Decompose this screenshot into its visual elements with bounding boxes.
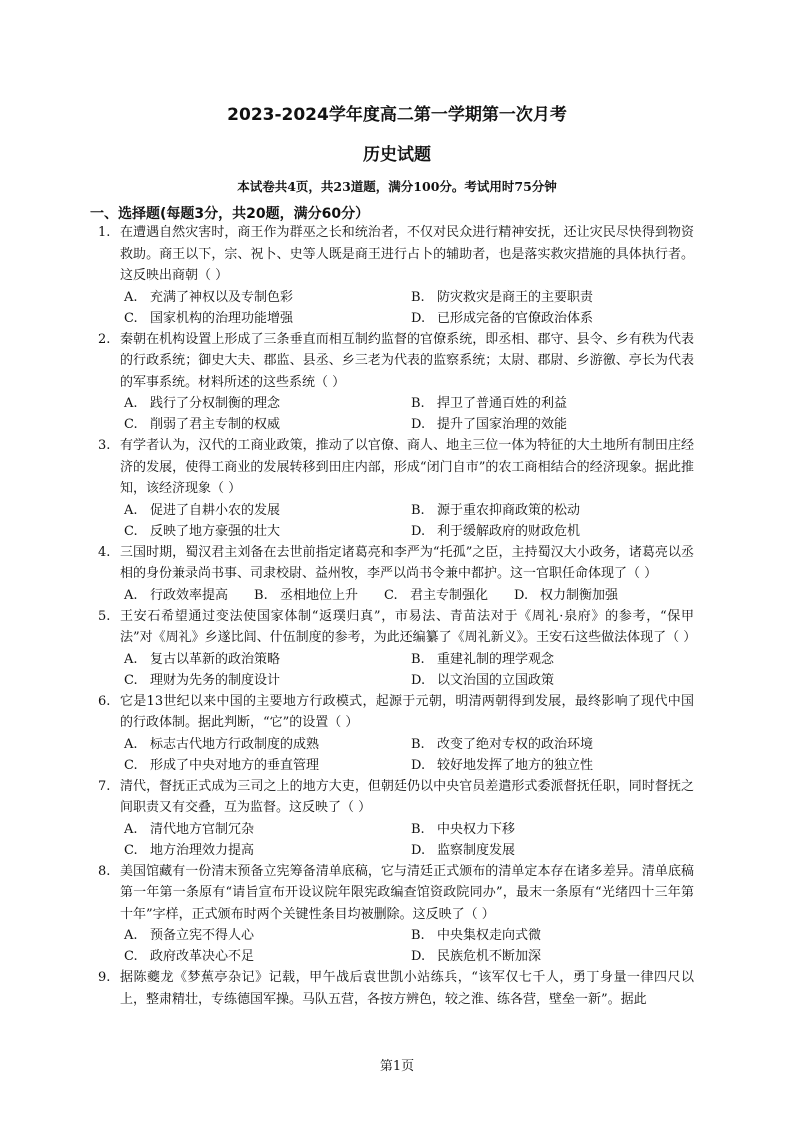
option-letter: D. xyxy=(411,949,426,964)
option-letter: D. xyxy=(411,523,426,539)
option-letter: B. xyxy=(411,502,425,518)
option-text: 反映了地方豪强的壮大 xyxy=(150,523,281,539)
option-letter: D. xyxy=(411,672,426,688)
option-b xyxy=(250,585,358,606)
option-c xyxy=(120,946,407,967)
question-8 xyxy=(98,861,694,968)
option-text: 捍卫了普通百姓的利益 xyxy=(437,396,568,411)
option-c xyxy=(120,840,407,861)
option-d xyxy=(407,670,694,691)
question-9 xyxy=(98,967,694,1010)
question-2 xyxy=(98,329,694,436)
question-3 xyxy=(98,435,694,542)
question-number: 4. xyxy=(98,544,111,560)
option-list xyxy=(120,649,694,691)
option-a xyxy=(120,287,407,308)
question-6 xyxy=(98,691,694,776)
option-list xyxy=(120,393,694,435)
option-b xyxy=(407,500,694,521)
exam-title: 2023-2024学年度高二第一学期第一次月考 xyxy=(227,105,567,125)
option-letter: C. xyxy=(124,417,138,432)
option-text: 防灾救灾是商王的主要职责 xyxy=(437,289,594,305)
option-letter: C. xyxy=(124,842,138,858)
option-text: 清代地方官制冗杂 xyxy=(150,821,255,837)
option-b xyxy=(407,734,694,755)
question-stem: 王安石希望通过变法使国家体制“返璞归真”，市易法、青苗法对于《周礼·泉府》的参考，“保甲法”对《周礼》乡遂比闾、什伍制度的参考，为此还编纂了《周礼新义》。王安石这些做法体现了（ ） xyxy=(120,608,697,645)
exam-info: 本试卷共4页，共23道题，满分100分。考试用时75分钟 xyxy=(237,179,557,194)
option-c xyxy=(120,414,407,435)
option-letter: C. xyxy=(384,587,398,603)
option-d xyxy=(407,840,694,861)
option-letter: B. xyxy=(411,289,425,305)
question-number: 9. xyxy=(98,970,111,985)
option-letter: A. xyxy=(124,736,138,752)
option-text: 改变了绝对专权的政治环境 xyxy=(437,736,594,752)
page-number: 第1页 xyxy=(379,1059,415,1074)
question-stem: 三国时期，蜀汉君主刘备在去世前指定诸葛亮和李严为“托孤”之臣，主持蜀汉大小政务，诸葛亮以丞相的身份兼录尚书事、司隶校尉、益州牧，李严以尚书令兼中都护。这一官职任命体现了（ ） xyxy=(120,544,694,581)
option-text: 预备立宪不得人心 xyxy=(150,928,255,943)
option-text: 以文治国的立国政策 xyxy=(437,672,555,688)
option-d xyxy=(407,755,694,776)
question-4 xyxy=(98,542,694,606)
option-b xyxy=(407,925,694,946)
option-b xyxy=(407,287,694,308)
option-b xyxy=(407,819,694,840)
option-b xyxy=(407,393,694,414)
question-stem: 秦朝在机构设置上形成了三条垂直而相互制约监督的官僚系统，即丞相、郡守、县令、乡有秩为代表的行政系统；御史大夫、郡监、县丞、乡三老为代表的监察系统；太尉、郡尉、乡游徼、亭长为代表的军事系统。材料所述的这些系统（ ） xyxy=(120,331,694,390)
option-letter: A. xyxy=(124,928,138,943)
option-text: 复古以革新的政治策略 xyxy=(150,651,281,667)
option-text: 监察制度发展 xyxy=(437,842,516,858)
option-letter: C. xyxy=(124,310,138,326)
question-1 xyxy=(98,222,694,329)
option-letter: A. xyxy=(124,502,138,518)
option-letter: B. xyxy=(411,821,425,837)
option-text: 丞相地位上升 xyxy=(280,587,359,603)
option-text: 利于缓解政府的财政危机 xyxy=(437,523,581,539)
option-c xyxy=(120,521,407,542)
option-letter: A. xyxy=(124,821,138,837)
question-number: 3. xyxy=(98,438,111,453)
question-stem: 有学者认为，汉代的工商业政策，推动了以官僚、商人、地主三位一体为特征的大土地所有制田庄经济的发展，使得工商业的发展转移到田庄内部，形成“闭门自市”的农工商相结合的经济现象。据此推知，该经济现象（ ） xyxy=(120,438,694,496)
option-letter: C. xyxy=(124,757,138,773)
option-text: 削弱了君主专制的权威 xyxy=(150,417,281,432)
option-text: 标志古代地方行政制度的成熟 xyxy=(150,736,320,752)
option-list xyxy=(120,819,694,861)
option-text: 行政效率提高 xyxy=(150,587,229,603)
question-stem: 它是13世纪以来中国的主要地方行政模式，起源于元朝，明清两朝得到发展，最终影响了现代中国的行政体制。据此判断，“它”的设置（ ） xyxy=(120,693,694,730)
option-c xyxy=(120,755,407,776)
option-c xyxy=(380,585,488,606)
option-c xyxy=(120,308,407,329)
question-stem: 在遭遇自然灾害时，商王作为群巫之长和统治者，不仅对民众进行精神安抚，还让灾民尽快得到物资救助。商王以下，宗、祝卜、史等人既是商王进行占卜的辅助者，也是落实救灾措施的具体执行者。这反映出商朝（ ） xyxy=(120,225,694,283)
option-letter: A. xyxy=(124,651,138,667)
option-letter: A. xyxy=(124,289,138,305)
option-text: 中央集权走向式微 xyxy=(437,928,542,943)
option-d xyxy=(510,585,618,606)
option-text: 地方治理效力提高 xyxy=(150,842,255,858)
option-text: 促进了自耕小农的发展 xyxy=(150,502,281,518)
option-text: 充满了神权以及专制色彩 xyxy=(150,289,294,305)
option-text: 已形成完备的官僚政治体系 xyxy=(437,310,594,326)
option-d xyxy=(407,521,694,542)
question-stem: 据陈夔龙《梦蕉亭杂记》记载，甲午战后袁世凯小站练兵，“该军仅七千人，勇丁身量一律四尺以上，整肃精壮，专练德国军操。马队五营，各按方辨色，较之淮、练各营，壁垒一新”。据此 xyxy=(120,970,694,1007)
question-number: 5. xyxy=(98,608,111,624)
option-text: 形成了中央对地方的垂直管理 xyxy=(150,757,320,773)
option-list xyxy=(120,500,694,542)
option-a xyxy=(120,649,407,670)
question-7 xyxy=(98,776,694,861)
option-letter: D. xyxy=(411,757,426,773)
option-letter: D. xyxy=(411,310,426,326)
option-d xyxy=(407,414,694,435)
question-number: 8. xyxy=(98,863,111,879)
option-a xyxy=(120,393,407,414)
option-a xyxy=(120,734,407,755)
question-number: 2. xyxy=(98,331,111,347)
option-text: 国家机构的治理功能增强 xyxy=(150,310,294,326)
option-text: 理财为先务的制度设计 xyxy=(150,672,281,688)
question-number: 6. xyxy=(98,693,111,709)
option-letter: C. xyxy=(124,672,138,688)
option-list xyxy=(120,734,694,776)
option-text: 源于重农抑商政策的松动 xyxy=(437,502,581,518)
option-letter: B. xyxy=(254,587,268,603)
option-letter: B. xyxy=(411,396,425,411)
option-text: 政府改革决心不足 xyxy=(150,949,255,964)
option-text: 较好地发挥了地方的独立性 xyxy=(437,757,594,773)
option-b xyxy=(407,649,694,670)
option-list xyxy=(120,925,694,967)
subject-title: 历史试题 xyxy=(363,145,431,165)
option-a xyxy=(120,925,407,946)
option-text: 民族危机不断加深 xyxy=(437,949,542,964)
option-letter: D. xyxy=(411,842,426,858)
option-list xyxy=(120,287,694,329)
option-d xyxy=(407,946,694,967)
question-stem: 清代，督抚正式成为三司之上的地方大吏，但朝廷仍以中央官员差遣形式委派督抚任职，同时督抚之间职责又有交叠，互为监督。这反映了（ ） xyxy=(120,778,694,815)
option-letter: C. xyxy=(124,523,138,539)
option-letter: A. xyxy=(124,396,138,411)
question-number: 1. xyxy=(98,225,111,240)
option-text: 提升了国家治理的效能 xyxy=(437,417,568,432)
option-a xyxy=(120,500,407,521)
option-letter: D. xyxy=(514,587,529,603)
question-5 xyxy=(98,606,697,691)
option-c xyxy=(120,670,407,691)
option-letter: B. xyxy=(411,651,425,667)
option-d xyxy=(407,308,694,329)
option-letter: A. xyxy=(124,587,138,603)
option-text: 君主专制强化 xyxy=(410,587,489,603)
option-a xyxy=(120,585,228,606)
option-letter: C. xyxy=(124,949,138,964)
option-text: 践行了分权制衡的理念 xyxy=(150,396,281,411)
option-text: 中央权力下移 xyxy=(437,821,516,837)
option-a xyxy=(120,819,407,840)
option-text: 权力制衡加强 xyxy=(540,587,619,603)
question-number: 7. xyxy=(98,778,111,794)
question-list xyxy=(0,222,794,1010)
option-letter: B. xyxy=(411,928,425,943)
option-letter: B. xyxy=(411,736,425,752)
question-stem: 美国馆藏有一份清末预备立宪筹备清单底稿，它与清廷正式颁布的清单定本存在诸多差异。清单底稿第一年第一条原有“请旨宣布开设议院年限宪政编查馆资政院同办”，最末一条原有“光绪四十三年第十年”字样，正式颁布时两个关键性条目均被删除。这反映了（ ） xyxy=(120,863,694,922)
option-text: 重建礼制的理学观念 xyxy=(437,651,555,667)
option-letter: D. xyxy=(411,417,426,432)
section-title: 一、选择题(每题3分，共20题，满分60分） xyxy=(90,206,370,222)
option-list xyxy=(120,585,694,606)
